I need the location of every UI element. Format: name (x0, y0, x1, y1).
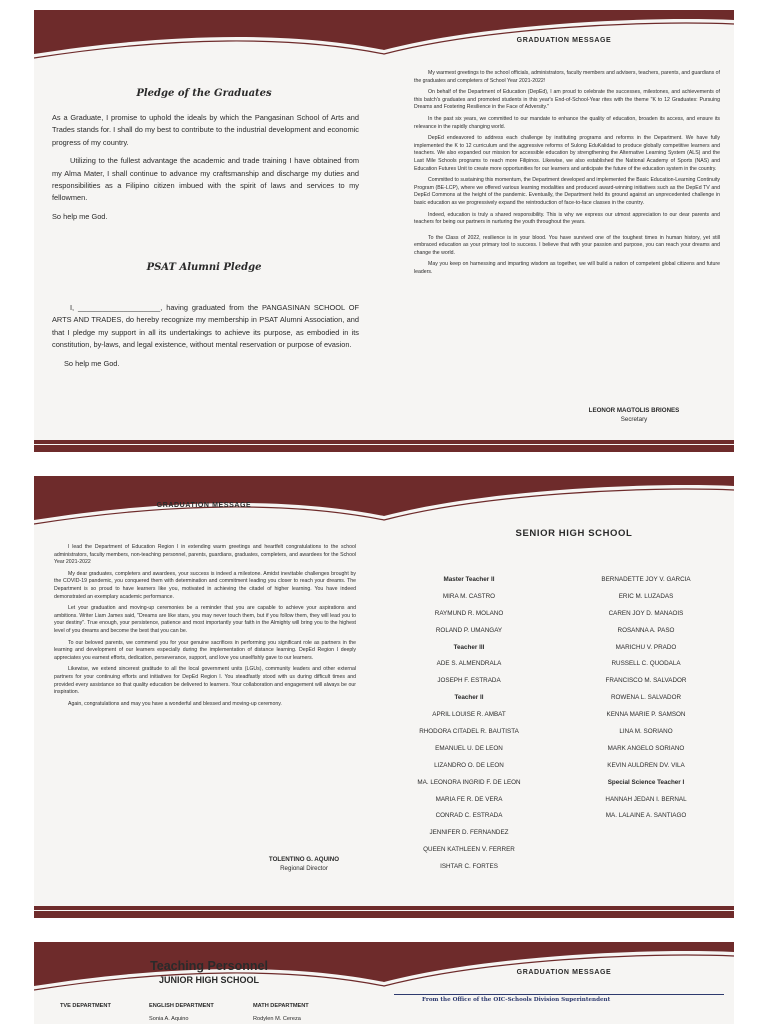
graduation-message-heading: GRADUATION MESSAGE (516, 37, 612, 44)
junior-high-school-subtitle: JUNIOR HIGH SCHOOL (158, 975, 259, 985)
faculty-position-heading: Master Teacher II (443, 576, 495, 583)
alumni-pledge-title: PSAT Alumni Pledge (146, 262, 262, 273)
graduation-message-heading: GRADUATION MESSAGE (516, 969, 612, 976)
faculty-name: MA. LALAINE A. SANTIAGO (605, 812, 687, 820)
faculty-name: KEVIN AULDREN DV. VILA (607, 761, 685, 769)
message-paragraph: DepEd endeavored to address each challenge by instituting programs and reforms in the Department. We have fully implemented the K to 12 curriculum and the aggressive reforms of Sulong EduKalidad to produce globally competitive learners and teachers. We also expanded our mission for accessible education by strengthening the Alternative Learning System (ALS) and the Last Mile Schools programs to reach more Filipinos. Likewise, we also established the National Academy of Sports (NAS) and Education Futures Unit to create more opportunities for our learners and anticipate the future of the education system in the country. (414, 135, 720, 172)
program-page-1 (34, 10, 734, 452)
faculty-name: FRANCISCO M. SALVADOR (605, 677, 687, 685)
faculty-position-heading: Teacher III (453, 643, 485, 651)
secretary-message (414, 70, 720, 281)
footer-bar (34, 906, 734, 918)
faculty-name: JOSEPH F. ESTRADA (437, 677, 501, 685)
faculty-position-heading: Teacher II (454, 694, 484, 702)
department-person: Sonia A. Aquino (149, 1016, 189, 1022)
faculty-name: KENNA MARIE P. SAMSON (606, 711, 686, 719)
faculty-name: MARICHU V. PRADO (615, 643, 677, 651)
faculty-name: LIZANDRO O. DE LEON (434, 761, 504, 769)
program-page-2 (34, 476, 734, 918)
faculty-name: MIRA M. CASTRO (442, 592, 496, 600)
message-paragraph: To our beloved parents, we commend you for your genuine sacrifices in performing you significant role as partners in the learning and development of our learners especially during the implementation of distance learning. DepEd Region I deeply appreciates you earnest efforts, dedication, perseverance, support, and love you unselfishly gave to our learners. (54, 639, 356, 661)
pledge-closing: So help me God. (52, 211, 108, 221)
message-paragraph: In the past six years, we committed to our mandate to enhance the quality of education, broaden its access, and ensure its relevance in the rapidly changing world. (414, 115, 720, 130)
department-label: ENGLISH DEPARTMENT (149, 1003, 214, 1009)
message-paragraph: May you keep on harnessing and imparting wisdom as together, we will build a nation of competent global citizens and future leaders. (414, 261, 720, 276)
signatory-name: LEONOR MAGTOLIS BRIONES (588, 407, 680, 414)
header-wave-graphic (34, 10, 734, 60)
faculty-name: CAREN JOY D. MANAOIS (608, 609, 684, 617)
message-paragraph: To the Class of 2022, resilience is in your blood. You have survived one of the toughest times in human history, yet still embraced education as your primary tool to success. I believe that with your passion and purpose, you can reach your dreams and change the world. (414, 234, 720, 256)
alumni-pledge-closing: So help me God. (64, 358, 120, 368)
faculty-name: MARIA FE R. DE VERA (435, 795, 503, 803)
header-wave-graphic (34, 476, 734, 526)
message-paragraph: Again, congratulations and may you have a wonderful and blessed and moving-up ceremony. (68, 700, 282, 707)
pledge-body (52, 112, 359, 223)
faculty-name: LINA M. SORIANO (619, 728, 673, 736)
faculty-name: ROSANNA A. PASO (617, 626, 675, 634)
faculty-name: MARK ANGELO SORIANO (607, 744, 685, 752)
office-line: From the Office of the OIC-Schools Division Superintendent (422, 997, 611, 1003)
message-paragraph: Committed to sustaining this momentum, the Department developed and implemented the Basic Education-Learning Continuity Program (BE-LCP), where we offered various learning modalities and produced award-winning initiatives such as the DepEd TV and DepEd Commons at the height of the pandemic. Eventually, the Department held its ground against an unprecedented challenge in basic education as we progressively expand the reintroduction of face-to-face classes in the country. (414, 177, 720, 206)
signatory-name: TOLENTINO G. AQUINO (268, 856, 340, 863)
program-page-3 (34, 942, 734, 1024)
faculty-name: RUSSELL C. QUODALA (611, 660, 681, 668)
faculty-name: APRIL LOUISE R. AMBAT (432, 711, 506, 719)
faculty-name: RAYMUND R. MOLANO (434, 609, 504, 617)
pledge-paragraph-2: Utilizing to the fullest advantage the academic and trade training I have obtained from my Alma Mater, I shall continue to advance my craftsmanship and discharge my duties and responsibilities as a Filipino citizen imbued with the spirit of laws and services to my fellowmen. (52, 156, 359, 203)
message-paragraph: My dear graduates, completers and awardees, your success is indeed a milestone. Amidst inevitable challenges brought by the COVID-19 pandemic, you conquered them with determination and commitment leading you closer to reach your dreams. The Department is so proud to have learners like you, motivated in achieving the citadel of higher learning. You have indeed demonstrated an exemplary academic performance. (54, 570, 356, 600)
message-paragraph: Let your graduation and moving-up ceremonies be a reminder that you are capable to achieve your aspirations and ambitions. Writer Liam James said, "Dreams are like stars, you may never touch them, but if you follow them, they will lead you to your destiny". True enough, your persistence, patience and most importantly your faith in the Almighty will bring you to the highest level of you dreams and become the best that you can be. (54, 605, 356, 634)
pledge-title: Pledge of the Graduates (136, 88, 272, 99)
faculty-column-2 (566, 572, 726, 825)
regional-director-message (54, 544, 356, 712)
message-paragraph: Indeed, education is truly a shared responsibility. This is why we express our utmost appreciation to our dear parents and teachers for being our partners in nurturing the youth throughout the years. (414, 211, 720, 226)
message-paragraph: Likewise, we extend sincerest gratitude to all the local government units (LGUs), community leaders and other external partners for your continuing efforts and initiatives for DepEd Region I. You steadfastly stood with us during difficult times and provided every assistance so that quality education be delivered to learners. Your collaboration and engagement will always be our inspiration. (54, 666, 356, 696)
message-paragraph: On behalf of the Department of Education (DepEd), I am proud to celebrate the successes, milestones, and achievements of this batch's graduates and promoted students in this year's End-of-School-Year rites with the theme "K to 12 Graduates: Pursuing Dreams and Fostering Resilience in the Face of Adversity." (414, 89, 720, 111)
pledge-paragraph-1: As a Graduate, I promise to uphold the ideals by which the Pangasinan School of Arts and Trades stands for. I shall do my best to contribute to the industrial development and economic progress of my country. (52, 113, 359, 147)
graduation-message-heading: GRADUATION MESSAGE (156, 502, 252, 509)
message-paragraph: My warmest greetings to the school officials, administrators, faculty members and advisers, teachers, parents, and guardians of the graduates and completers of School Year 2021-2022! (414, 70, 720, 84)
faculty-name: ADE S. ALMENDRALA (436, 660, 502, 668)
faculty-name: EMANUEL U. DE LEON (435, 744, 503, 752)
faculty-name: RHODORA CITADEL R. BAUTISTA (419, 728, 519, 736)
faculty-name: HANNAH JEDAN I. BERNAL (605, 795, 687, 803)
department-label: MATH DEPARTMENT (253, 1003, 309, 1009)
department-label: TVE DEPARTMENT (60, 1003, 111, 1009)
signatory-title: Secretary (620, 416, 648, 423)
department-person: Rodylen M. Cereza (253, 1016, 301, 1022)
footer-bar (34, 440, 734, 452)
faculty-name: ERIC M. LUZADAS (618, 592, 674, 600)
faculty-column-1 (384, 572, 554, 876)
alumni-pledge-body (52, 302, 359, 370)
teaching-personnel-title: Teaching Personnel (150, 959, 268, 973)
divider-line (394, 994, 724, 995)
faculty-position-heading: Special Science Teacher I (607, 778, 685, 786)
faculty-name: QUEEN KATHLEEN V. FERRER (423, 846, 515, 854)
signatory-title: Regional Director (280, 865, 328, 872)
faculty-name: ROLAND P. UMANGAY (435, 626, 503, 634)
faculty-name: ROWENA L. SALVADOR (610, 694, 682, 702)
faculty-name: BERNADETTE JOY V. GARCIA (601, 576, 691, 583)
message-paragraph: I lead the Department of Education Region I in extending warm greetings and heartfelt congratulations to the school administrators, faculty members, non-teaching personnel, parents, guardians, graduates, completers, and awardees for the School Year 2021-2022 (54, 544, 356, 566)
faculty-name: JENNIFER D. FERNANDEZ (429, 829, 509, 837)
faculty-name: CONRAD C. ESTRADA (435, 812, 503, 820)
faculty-name: MA. LEONORA INGRID F. DE LEON (417, 778, 521, 786)
senior-high-school-title: SENIOR HIGH SCHOOL (515, 528, 633, 539)
alumni-pledge-text: I, ____________________, having graduated from the PANGASINAN SCHOOL OF ARTS AND TRADES, do hereby recognize my membership in PSAT Alumni Association, and that I pledge my support in all its undertakings to achieve its purpose, as embodied in its constitution, by-laws, and legal existence, without mental reservation or purpose of evasion. (52, 303, 359, 350)
faculty-name: ISHTAR C. FORTES (440, 863, 498, 871)
